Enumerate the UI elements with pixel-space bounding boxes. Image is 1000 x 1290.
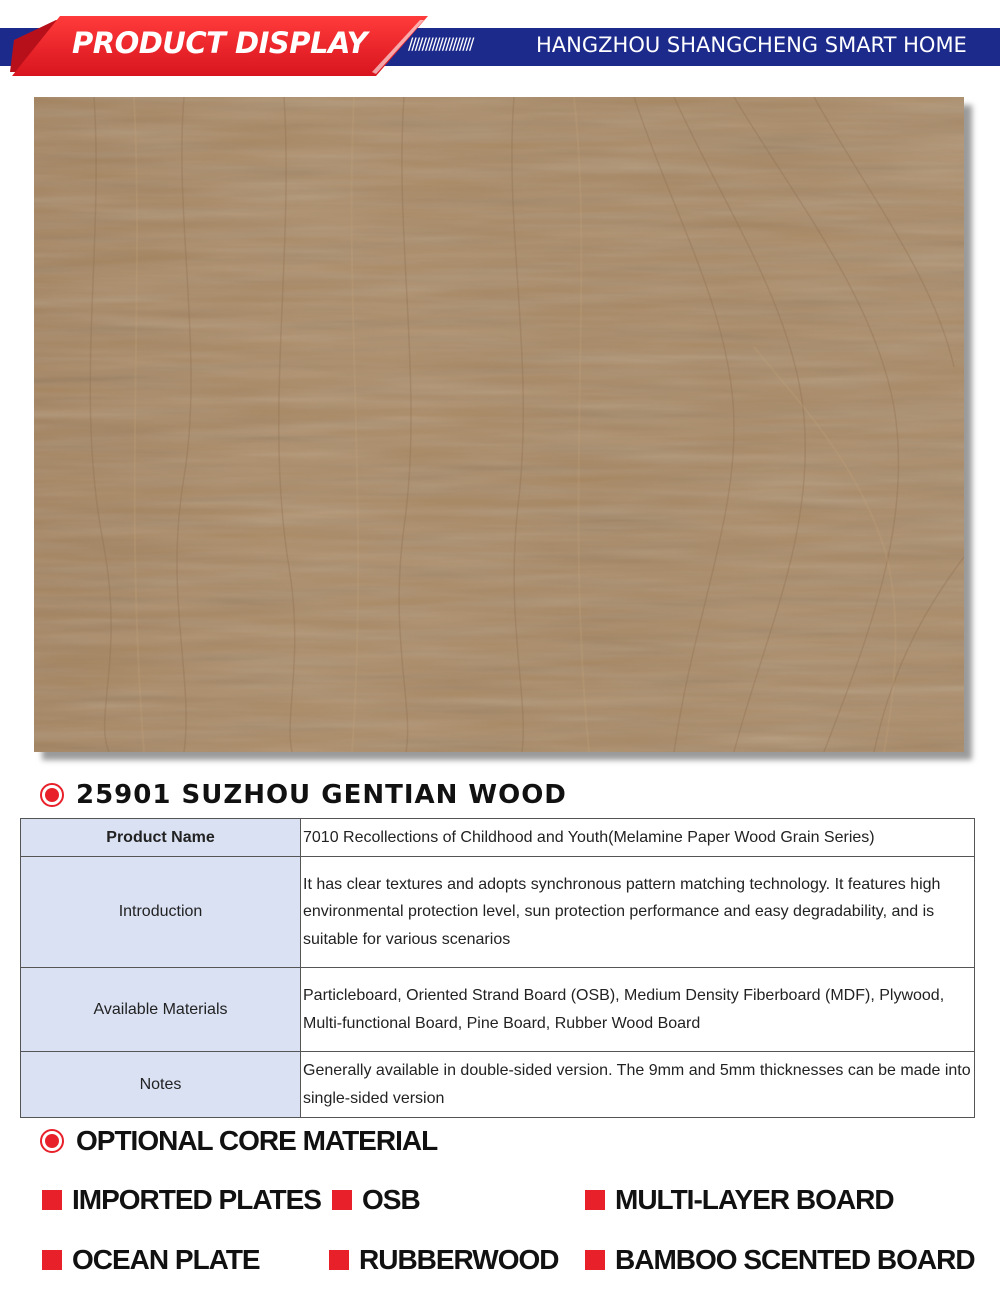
list-item: [42, 1184, 321, 1216]
red-square-icon: [42, 1190, 62, 1210]
product-heading: [40, 780, 567, 810]
material-label: OSB: [362, 1184, 420, 1215]
table-value: Generally available in double-sided version. The 9mm and 5mm thicknesses can be made into single-sided version: [301, 1052, 975, 1118]
banner-slash-decoration: ///////////////////: [408, 34, 473, 53]
list-item: [585, 1184, 894, 1216]
material-label: IMPORTED PLATES: [72, 1184, 321, 1215]
list-item: [42, 1244, 260, 1276]
table-value: It has clear textures and adopts synchronous pattern matching technology. It features high environmental protection level, sun protection performance and easy degradability, and is suitable for various scenarios: [301, 857, 975, 968]
spec-table: [20, 818, 975, 1118]
table-label: Introduction: [21, 857, 301, 968]
list-item: [329, 1244, 558, 1276]
header-banner: [0, 0, 1000, 80]
table-row: [21, 857, 975, 968]
material-label: BAMBOO SCENTED BOARD: [615, 1244, 975, 1275]
table-label: Notes: [21, 1052, 301, 1118]
table-label: Product Name: [21, 819, 301, 857]
red-square-icon: [585, 1190, 605, 1210]
banner-title: PRODUCT DISPLAY: [72, 26, 368, 60]
list-item: [585, 1244, 975, 1276]
red-square-icon: [585, 1250, 605, 1270]
red-square-icon: [42, 1250, 62, 1270]
product-title: 25901 SUZHOU GENTIAN WOOD: [76, 780, 567, 810]
material-label: RUBBERWOOD: [359, 1244, 559, 1275]
table-row: [21, 968, 975, 1052]
company-name: HANGZHOU SHANGCHENG SMART HOME: [536, 33, 967, 57]
table-row: [21, 1052, 975, 1118]
bullet-circle-icon: [40, 783, 64, 807]
red-square-icon: [332, 1190, 352, 1210]
product-image-frame: [34, 97, 964, 752]
wood-grain-panel-icon: [34, 97, 964, 752]
table-value: Particleboard, Oriented Strand Board (OSB), Medium Density Fiberboard (MDF), Plywood, Multi-functional Board, Pine Board, Rubber Wood Board: [301, 968, 975, 1052]
material-label: OCEAN PLATE: [72, 1244, 260, 1275]
red-square-icon: [329, 1250, 349, 1270]
bullet-circle-icon: [40, 1129, 64, 1153]
table-label: Available Materials: [21, 968, 301, 1052]
core-material-heading: [40, 1125, 437, 1157]
table-value: 7010 Recollections of Childhood and Youth(Melamine Paper Wood Grain Series): [301, 819, 975, 857]
material-label: MULTI-LAYER BOARD: [615, 1184, 894, 1215]
table-row: [21, 819, 975, 857]
core-material-title: OPTIONAL CORE MATERIAL: [76, 1125, 438, 1156]
list-item: [332, 1184, 420, 1216]
